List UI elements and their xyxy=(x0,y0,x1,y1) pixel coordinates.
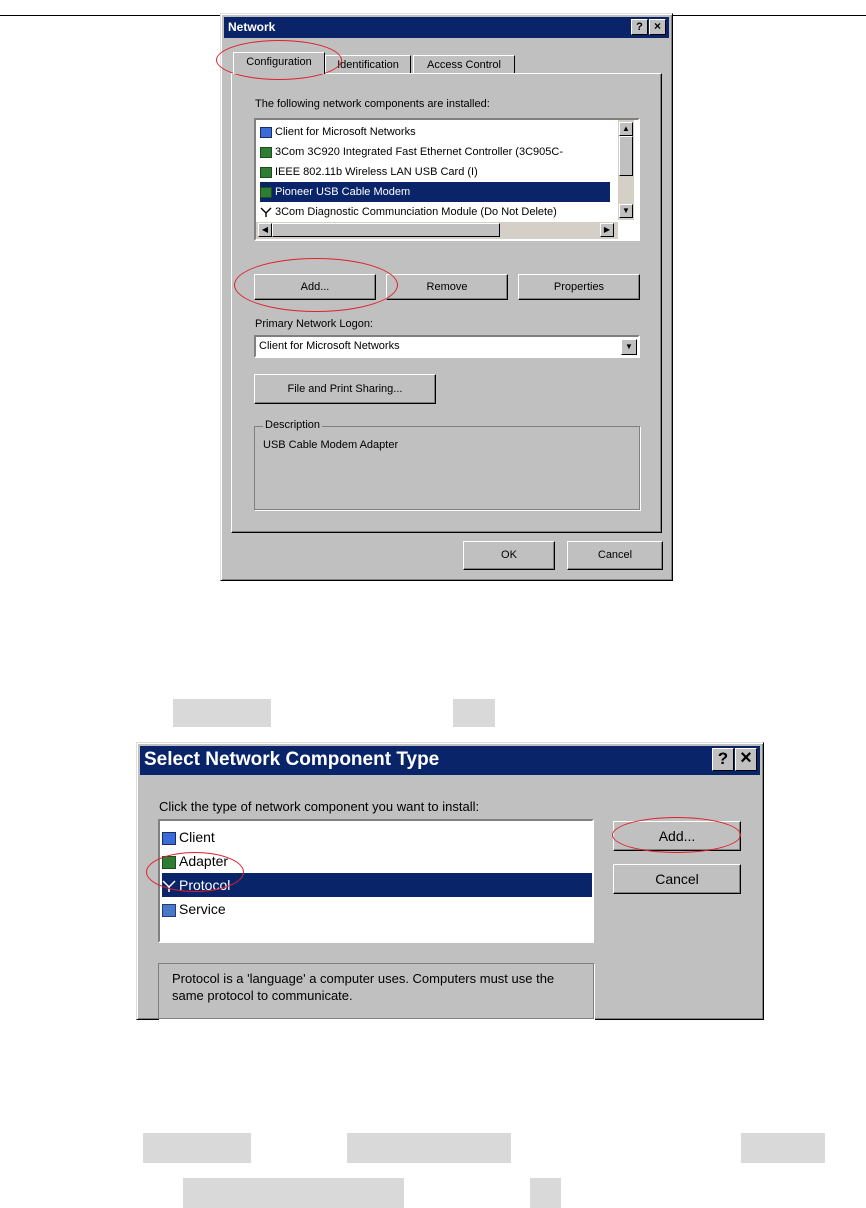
service-icon xyxy=(162,904,176,917)
description-box xyxy=(158,963,594,1019)
list-item[interactable]: 3Com 3C920 Integrated Fast Ethernet Controller (3C905C- xyxy=(260,142,610,162)
protocol-icon xyxy=(260,207,272,218)
scroll-right-icon[interactable]: ▶ xyxy=(600,223,614,237)
select-title: Select Network Component Type xyxy=(144,749,440,770)
remove-button[interactable]: Remove xyxy=(386,274,508,300)
select-title-bar xyxy=(140,746,760,775)
help-button[interactable]: ? xyxy=(712,748,734,771)
list-item[interactable]: IEEE 802.11b Wireless LAN USB Card (I) xyxy=(260,162,610,182)
redacted-text xyxy=(347,1133,511,1163)
tab-access-control[interactable]: Access Control xyxy=(413,55,515,74)
scroll-left-icon[interactable]: ◀ xyxy=(258,223,272,237)
scroll-up-icon[interactable]: ▲ xyxy=(619,122,633,136)
description-text: USB Cable Modem Adapter xyxy=(263,439,399,451)
help-button[interactable]: ? xyxy=(631,19,648,35)
description-label: Description xyxy=(265,419,321,431)
redacted-text xyxy=(143,1133,251,1163)
primary-logon-value: Client for Microsoft Networks xyxy=(259,340,400,352)
cancel-button[interactable]: Cancel xyxy=(613,864,741,894)
client-icon xyxy=(162,832,176,845)
instruction-label: Click the type of network component you want to install: xyxy=(159,799,480,814)
horizontal-scrollbar[interactable] xyxy=(256,222,618,239)
primary-logon-select[interactable] xyxy=(254,335,640,358)
list-item-selected[interactable]: Pioneer USB Cable Modem xyxy=(260,182,610,202)
close-icon: × xyxy=(740,747,752,769)
adapter-icon xyxy=(260,167,272,178)
list-item[interactable]: Client for Microsoft Networks xyxy=(260,122,610,142)
tab-configuration[interactable]: Configuration xyxy=(233,52,325,74)
redacted-text xyxy=(453,699,495,727)
list-item-service[interactable]: Service xyxy=(162,897,588,921)
redacted-text xyxy=(183,1178,404,1208)
properties-button[interactable]: Properties xyxy=(518,274,640,300)
components-label: The following network components are installed: xyxy=(255,98,490,110)
adapter-icon xyxy=(260,187,272,198)
client-icon xyxy=(260,127,272,138)
h-scroll-thumb[interactable] xyxy=(272,223,500,237)
network-title-bar xyxy=(224,17,669,38)
highlight-ellipse-add-button xyxy=(234,258,398,312)
close-icon: × xyxy=(653,19,661,33)
description-group xyxy=(254,419,640,510)
chevron-down-icon[interactable]: ▼ xyxy=(621,339,637,355)
add-button[interactable]: Add... xyxy=(254,274,376,300)
list-item-protocol[interactable]: Protocol xyxy=(162,873,592,897)
add-button[interactable]: Add... xyxy=(613,821,741,851)
description-text: Protocol is a 'language' a computer uses. Computers must use the same protocol to communicate. xyxy=(172,971,555,1003)
scroll-down-icon[interactable]: ▼ xyxy=(619,204,633,218)
cancel-button[interactable]: Cancel xyxy=(567,541,663,570)
tab-identification[interactable]: Identification xyxy=(325,55,411,74)
redacted-text xyxy=(530,1178,561,1208)
list-item[interactable]: 3Com Diagnostic Communciation Module (Do Not Delete) xyxy=(260,202,610,222)
list-item-client[interactable]: Client xyxy=(162,825,588,849)
list-item-adapter[interactable]: Adapter xyxy=(162,849,588,873)
vertical-scrollbar[interactable] xyxy=(618,120,634,220)
network-title: Network xyxy=(228,20,276,34)
adapter-icon xyxy=(260,147,272,158)
redacted-text xyxy=(741,1133,825,1163)
redacted-text xyxy=(173,699,271,727)
highlight-ellipse-add-button-2 xyxy=(612,817,741,853)
components-list[interactable] xyxy=(254,118,640,241)
primary-logon-label: Primary Network Logon: xyxy=(255,318,373,330)
close-button[interactable] xyxy=(735,748,757,771)
file-print-sharing-button[interactable]: File and Print Sharing... xyxy=(254,374,436,404)
scroll-thumb[interactable] xyxy=(619,136,633,176)
close-button[interactable] xyxy=(649,19,666,35)
ok-button[interactable]: OK xyxy=(463,541,555,570)
highlight-ellipse-protocol xyxy=(146,852,244,892)
